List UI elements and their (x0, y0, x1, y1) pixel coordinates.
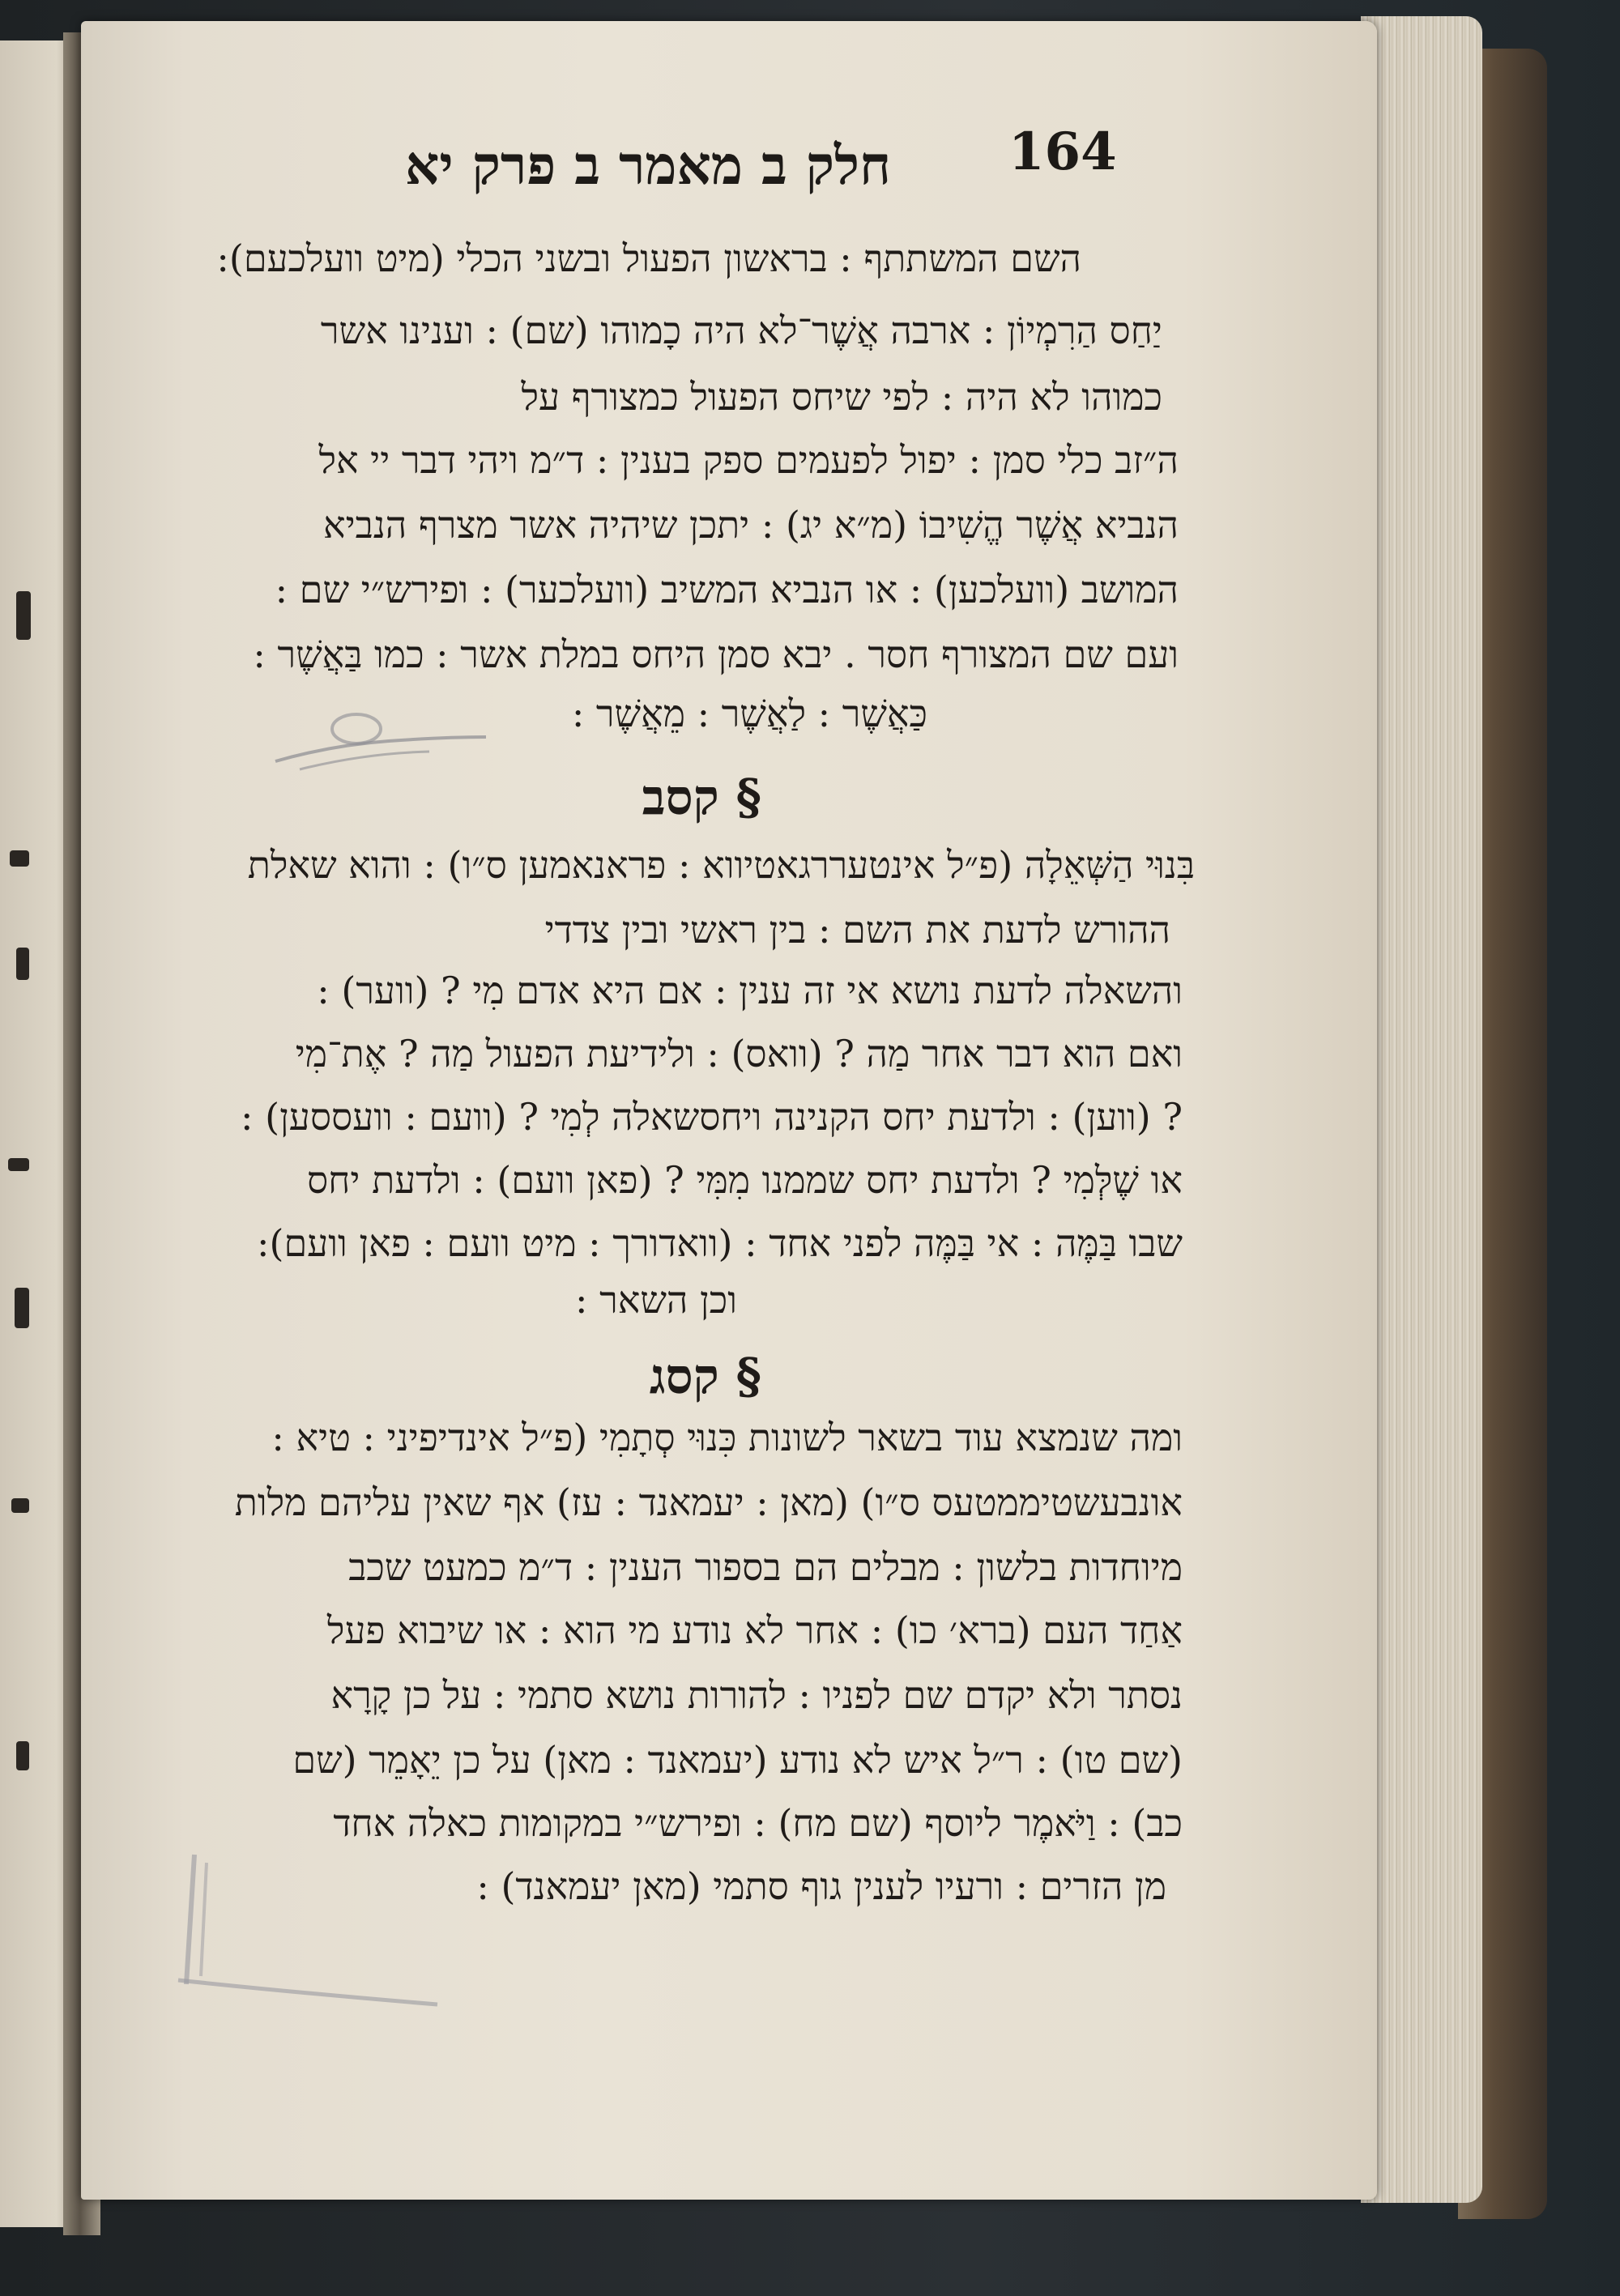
text-line: ועם שם המצורף חסר . יבא סמן היחס במלת אשר : כמו בַּאֲשֶׁר : (253, 633, 1179, 676)
text-line: המושב (וועלכען) : או הנביא המשיב (וועלכער) : ופירש״י שם : (275, 568, 1179, 611)
text-line: ומה שנמצא עוד בשאר לשונות כִּנוּי סְתָמִי (פ״ל אינדיפיני : טיא : (271, 1416, 1183, 1459)
text-line: הנביא אֲשֶׁר הֱשִׁיבוֹ (מ״א יג) : יתכן שיהיה אשר מצרף הנביא (322, 503, 1179, 547)
text-line: (שם טו) : ר״ל איש לא נודע (יעמאנד : מאן) על כן יֵאָמֵר (שם (292, 1738, 1183, 1782)
text-line: מן הזרים : ורעיו לענין גוף סתמי (מאן יעמאנד) : (476, 1864, 1166, 1908)
text-line: וכן השאר : (575, 1278, 737, 1322)
page-number: 164 (1008, 121, 1117, 182)
text-line: ? (ווען) : ולדעת יחס הקנינה ויחסשאלה לְמִי ? (וועם : וועססען) : (241, 1095, 1183, 1139)
text-line: ה״זב כלי סמן : יפול לפעמים ספק בענין : ד״מ ויהי דבר יי אל (318, 438, 1179, 482)
section-heading: § קסב (642, 769, 761, 826)
text-line: והשאלה לדעת נושא אי זה ענין : אם היא אדם מִי ? (ווער) : (317, 969, 1183, 1012)
text-line: יַחַס הַרִמְיוֹן : ארבה אֲשֶׁר־לא היה כָמוהו (שם) : וענינו אשר (320, 309, 1162, 352)
text-line: בִּנוּי הַשְּׁאֵלָה (פ״ל אינטעררגאטיווא : פראנאמען ס״ו) : והוא שאלת (247, 843, 1195, 887)
text-line: אַחַד העם (ברא׳ כו) : אחר לא נודע מי הוא : או שיבוא פעל (326, 1608, 1183, 1652)
pencil-margin-mark (170, 1838, 462, 2017)
text-line: ההורש לדעת את השם : בין ראשי ובין צדדי (544, 908, 1170, 952)
text-line: ואם הוא דבר אחר מַה ? (וואס) : ולידיעת הפעול מַה ? אֶת־מִי (295, 1032, 1183, 1076)
page-block-edges (1361, 16, 1482, 2203)
text-line: כמוהו לא היה : לפי שיחס הפעול כמצורף על (521, 375, 1162, 419)
text-line: או שֶׁלְּמִי ? ולדעת יחס שממנו מִמִּי ? (פאן וועם) : ולדעת יחס (307, 1158, 1183, 1202)
text-line: נסתר ולא יקדם שם לפניו : להורות נושא סתמי : על כן קָרָא (330, 1673, 1183, 1717)
text-line: כב) : וַיֹּאמֶר ליוסף (שם מח) : ופירש״י במקומות כאלה אחד (333, 1801, 1183, 1845)
text-line: אונבעשטיממטעס ס״ו) (מאן : יעמאנד : עז) אף שאין עליהם מלות (234, 1480, 1183, 1524)
text-line: מיוחדות בלשון : מבלים הם בספור הענין : ד״מ כמעט שכב (348, 1545, 1183, 1589)
text-line: השם המשתתף : בראשון הפעול ובשני הכלי (מיט וועלכעם): (216, 236, 1081, 280)
pencil-scribble-mark (267, 696, 494, 777)
section-heading: § קסג (649, 1348, 761, 1405)
running-header-title: חלק ב מאמר ב פרק יא (404, 134, 892, 197)
text-line: שבו בַּמֶּה : אי בַּמֶּה לפני אחד : (וואדורך : מיט וועם : פאן וועם): (257, 1221, 1183, 1265)
text-line: כַּאֲשֶׁר : לַאֲשֶׁר : מֵאֲשֶׁר : (571, 692, 927, 735)
